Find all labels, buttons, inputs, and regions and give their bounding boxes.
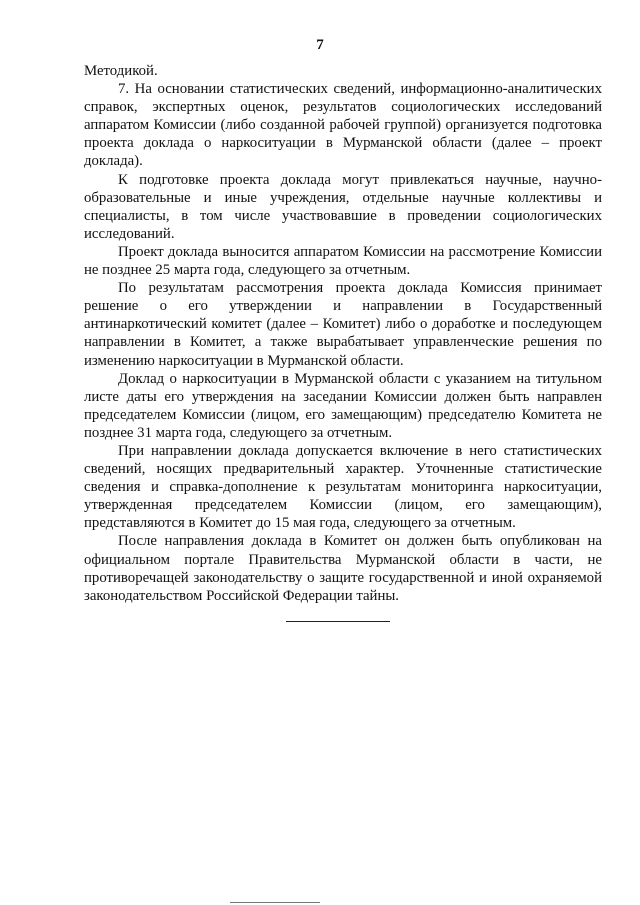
paragraph-preparation: К подготовке проекта доклада могут привлекаться научные, научно-образовательные и иные учреждения, отдельные научные коллективы и специалисты, в том числе участвовавшие в проведении социологических исследований.: [84, 171, 602, 242]
paragraph-publication: После направления доклада в Комитет он должен быть опубликован на официальном портале Правительства Мурманской области в части, не противоречащей законодательству о защите государственной и иной охраняемой законодательством Российской Федерации тайны.: [84, 533, 602, 604]
paragraph-submission: Проект доклада выносится аппаратом Комиссии на рассмотрение Комиссии не позднее 25 марта года, следующего за отчетным.: [84, 243, 602, 279]
document-body: [84, 62, 602, 605]
paragraph-preliminary-data: При направлении доклада допускается включение в него статистических сведений, носящих предварительный характер. Уточненные статистические сведения и справка-дополнение к результатам мониторинга наркоситуации, утвержденная председателем Комиссии (лицом, его замещающим), представляются в Комитет до 15 мая года, следующего за отчетным.: [84, 442, 602, 532]
page-number: 7: [316, 37, 324, 53]
paragraph-decision: По результатам рассмотрения проекта доклада Комиссия принимает решение о его утверждении и направлении в Государственный антинаркотический комитет (далее – Комитет) либо о доработке и последующем направлении в Комитет, а также вырабатывает управленческие решения по изменению наркоситуации в Мурманской области.: [84, 280, 602, 369]
paragraph-report-deadline: Доклад о наркоситуации в Мурманской области с указанием на титульном листе даты его утверждения на заседании Комиссии должен быть направлен председателем Комиссии (лицом, его замещающим) председателю Комитета не позднее 31 марта года, следующего за отчетным.: [84, 370, 602, 441]
end-divider: [286, 621, 390, 622]
paragraph-continuation: Методикой.: [84, 63, 158, 79]
bottom-edge-mark: [230, 902, 320, 903]
paragraph-item-7: 7. На основании статистических сведений, информационно-аналитических справок, экспертных оценок, результатов социологических исследований аппаратом Комиссии (либо созданной рабочей группой) организуется подготовка проекта доклада о наркоситуации в Мурманской области (далее – проект доклада).: [84, 81, 602, 170]
